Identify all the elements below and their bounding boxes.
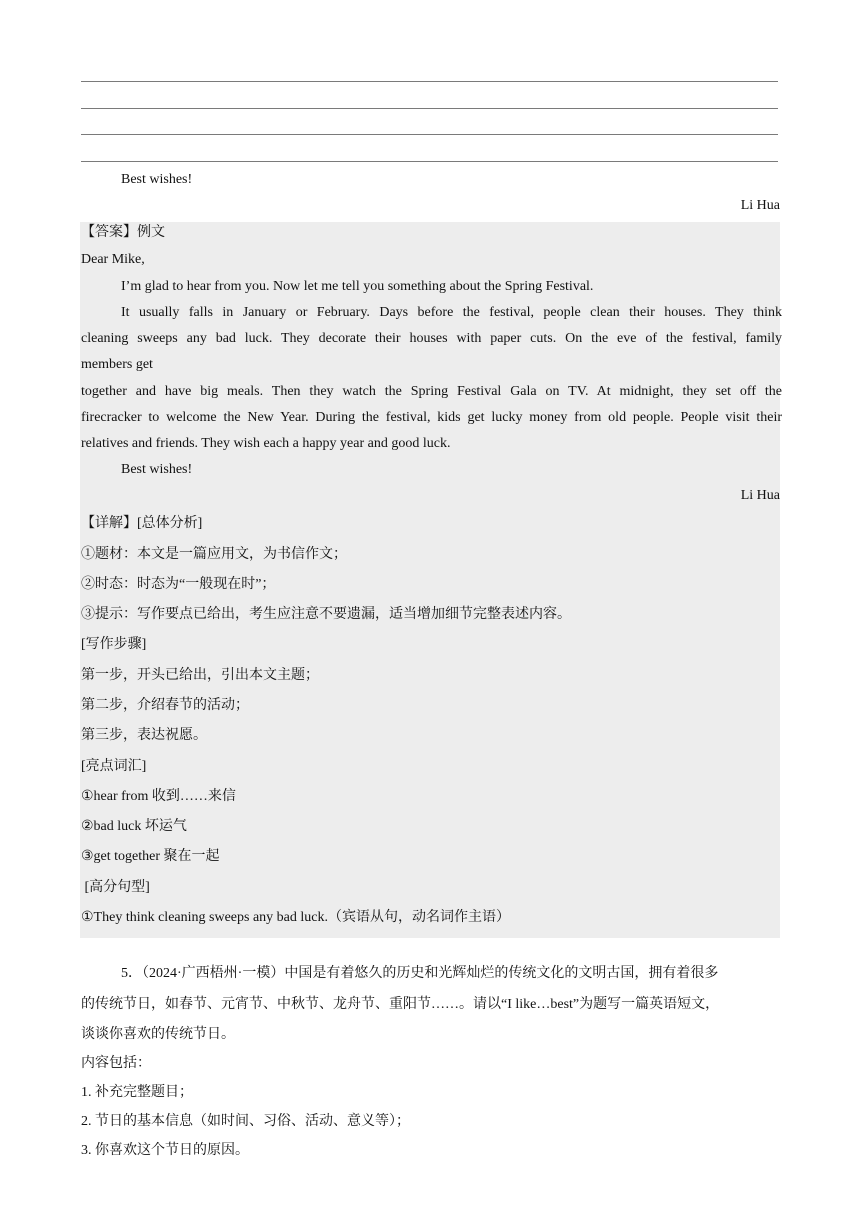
answer-paragraph-line: relatives and friends. They wish each a happy year and good luck. [81,436,451,451]
analysis-item: 第二步，介绍春节的活动； [81,698,249,713]
answer-paragraph-1: I’m glad to hear from you. Now let me tell you something about the Spring Festival. [121,279,594,294]
question-5-line: 5．（2024·广西梧州·一模）中国是有着悠久的历史和光辉灿烂的传统文化的文明古国，拥有着很多 [121,966,719,981]
analysis-item: [写作步骤] [81,637,147,652]
analysis-item: [高分句型] [81,880,150,895]
question-5-requirement: 2. 节日的基本信息（如时间、习俗、活动、意义等）； [81,1114,410,1129]
answer-wishes: Best wishes! [121,462,193,477]
answer-signature: Li Hua [740,488,780,503]
closing-wishes: Best wishes! [121,172,193,187]
analysis-item: ①题材：本文是一篇应用文，为书信作文； [81,547,347,562]
answer-greeting: Dear Mike, [81,252,145,267]
answer-paragraph-line: firecracker to welcome the New Year. During the festival, kids get lucky money from old people. People visit their [81,410,782,425]
question-5-line: 谈谈你喜欢的传统节日。 [81,1027,235,1042]
analysis-item: ①They think cleaning sweeps any bad luck.（宾语从句，动名词作主语） [81,910,510,925]
analysis-item: ③提示：写作要点已给出，考生应注意不要遗漏，适当增加细节完整表述内容。 [81,607,571,622]
question-5-line: 的传统节日，如春节、元宵节、中秋节、龙舟节、重阳节……。请以“I like…best”为题写一篇英语短文， [81,997,720,1012]
question-5-requirement: 1. 补充完整题目； [81,1085,193,1100]
answer-paragraph-line: together and have big meals. Then they watch the Spring Festival Gala on TV. At midnight, they set off the [81,384,782,399]
analysis-item: [亮点词汇] [81,759,147,774]
analysis-item: ③get together 聚在一起 [81,849,220,864]
analysis-item: 第一步，开头已给出，引出本文主题； [81,668,319,683]
question-5-content-label: 内容包括： [81,1056,151,1071]
writing-line [81,81,778,82]
analysis-item: ①hear from 收到……来信 [81,789,236,804]
analysis-item: 第三步，表达祝愿。 [81,728,207,743]
analysis-item: ②bad luck 坏运气 [81,819,187,834]
analysis-item: ②时态：时态为“一般现在时”； [81,577,276,592]
answer-paragraph-line: cleaning sweeps any bad luck. They decorate their houses with paper cuts. On the eve of the festival, family [81,331,782,346]
question-5-requirement: 3. 你喜欢这个节日的原因。 [81,1143,249,1158]
answer-label: 【答案】例文 [81,225,165,240]
analysis-label: 【详解】[总体分析] [81,516,203,531]
closing-signature: Li Hua [740,198,780,213]
writing-line [81,134,778,135]
answer-paragraph-line: It usually falls in January or February. Days before the festival, people clean their houses. They think [121,305,782,320]
writing-line [81,108,778,109]
answer-paragraph-line: members get [81,357,153,372]
writing-line [81,161,778,162]
